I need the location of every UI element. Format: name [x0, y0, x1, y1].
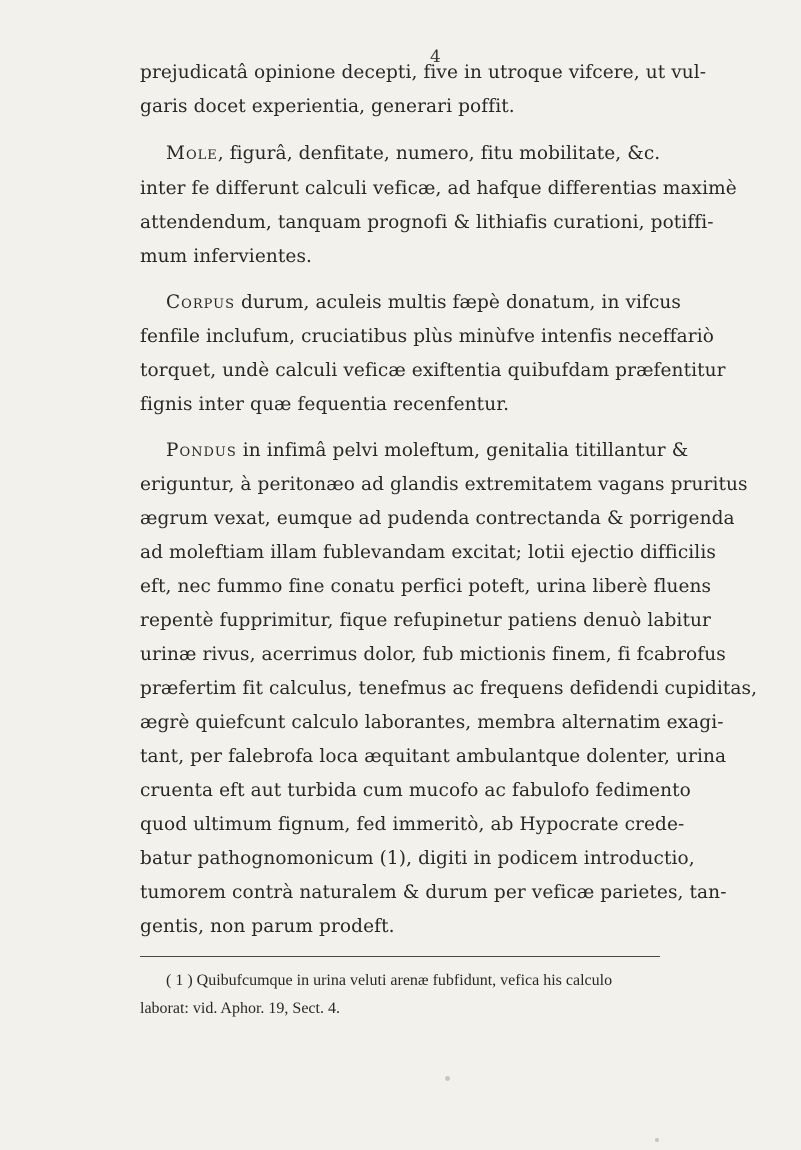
text-line: torquet, undè calculi veficæ exiftentia quibufdam præfentitur	[140, 360, 726, 381]
text-line: inter fe differunt calculi veficæ, ad hafque differentias maximè	[140, 178, 737, 199]
text-line: garis docet experientia, generari poffit.	[140, 96, 515, 117]
text-line: ægrum vexat, eumque ad pudenda contrectanda & porrigenda	[140, 508, 735, 529]
text-line: prejudicatâ opinione decepti, five in utroque vifcere, ut vul-	[140, 62, 707, 83]
text-line: urinæ rivus, acerrimus dolor, fub mictionis finem, fi fcabrofus	[140, 644, 726, 665]
footnote-rule	[140, 956, 660, 957]
text-line: ad moleftiam illam fublevandam excitat; lotii ejectio difficilis	[140, 542, 716, 563]
text-line: ægrè quiefcunt calculo laborantes, membra alternatim exagi-	[140, 712, 724, 733]
paragraph-lead-word: Corpus	[166, 292, 235, 313]
paragraph-lead-word: Mole	[166, 143, 218, 164]
text-span: durum, aculeis multis fæpè donatum, in vifcus	[234, 292, 682, 313]
text-line: gentis, non parum prodeft.	[140, 916, 395, 937]
text-line: fenfile inclufum, cruciatibus plùs minùfve intenfis neceffariò	[140, 326, 714, 347]
footnote-line: ( 1 ) Quibufcumque in urina veluti arenæ fubfidunt, vefica his calculo	[166, 972, 613, 989]
text-line: tumorem contrà naturalem & durum per veficæ parietes, tan-	[140, 882, 727, 903]
text-span: , figurâ, denfitate, numero, fitu mobilitate, &c.	[217, 143, 661, 164]
text-line: mum infervientes.	[140, 246, 313, 267]
text-line: tant, per falebrofa loca æquitant ambulantque dolenter, urina	[140, 746, 727, 767]
text-line	[166, 294, 681, 313]
text-span: in infimâ pelvi moleftum, genitalia titillantur &	[236, 440, 689, 461]
text-line	[166, 442, 688, 461]
text-line: eriguntur, à peritonæo ad glandis extremitatem vagans pruritus	[140, 474, 748, 495]
text-line: fignis inter quæ fequentia recenfentur.	[140, 394, 510, 415]
footnote-line: laborat: vid. Aphor. 19, Sect. 4.	[140, 1000, 340, 1017]
text-line: attendendum, tanquam prognofi & lithiafis curationi, potiffi-	[140, 212, 714, 233]
paragraph-lead-word: Pondus	[166, 440, 237, 461]
text-line: batur pathognomonicum (1), digiti in podicem introductio,	[140, 848, 695, 869]
text-line: eft, nec fummo fine conatu perfici poteft, urina liberè fluens	[140, 576, 712, 597]
text-line: cruenta eft aut turbida cum mucofo ac fabulofo fedimento	[140, 780, 691, 801]
text-line: præfertim fit calculus, tenefmus ac frequens defidendi cupiditas,	[140, 678, 758, 699]
text-line	[166, 145, 660, 164]
paper-speck	[445, 1076, 450, 1081]
text-line: quod ultimum fignum, fed immeritò, ab Hypocrate crede-	[140, 814, 685, 835]
text-line: repentè fupprimitur, fique refupinetur patiens denuò labitur	[140, 610, 711, 631]
page-number: 4	[430, 47, 441, 67]
paper-speck	[655, 1138, 659, 1142]
